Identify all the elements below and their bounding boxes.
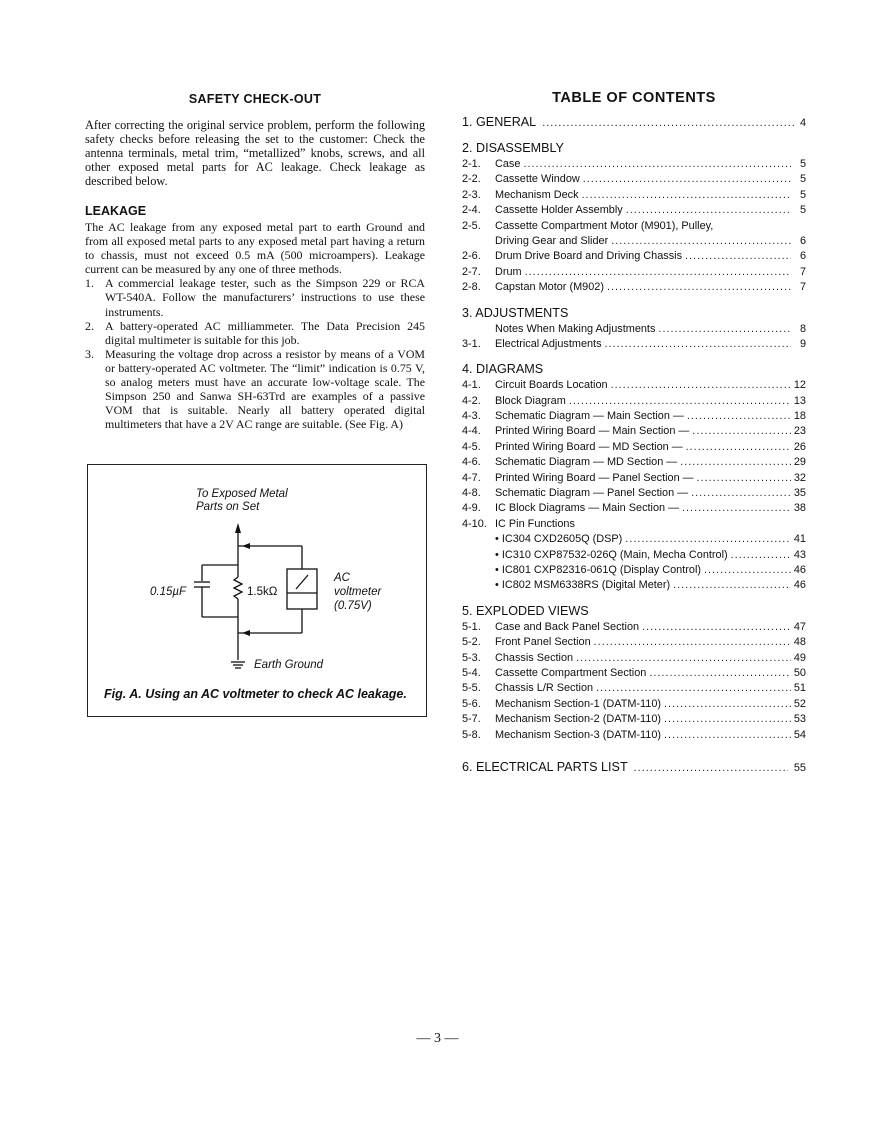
toc-entry: Notes When Making Adjustments ..... 8 bbox=[462, 322, 806, 337]
leakage-circuit-diagram bbox=[88, 465, 426, 680]
method-item: 1. A commercial leakage tester, such as the Simpson 229 or RCA WT-540A. Follow the manufacturers’ instructions to use these instruments. bbox=[85, 276, 425, 319]
toc-entry: 2-8. Capstan Motor (M902) ..... 7 bbox=[462, 280, 806, 295]
toc-parts-list: 6. ELECTRICAL PARTS LIST ..... 55 bbox=[462, 759, 806, 776]
toc-exploded-list bbox=[462, 620, 806, 743]
toc-entry: 4-8. Schematic Diagram — Panel Section — ..... 35 bbox=[462, 486, 806, 501]
toc-adjustments-list bbox=[462, 322, 806, 353]
toc-entry: 5-4. Cassette Compartment Section ..... 50 bbox=[462, 666, 806, 681]
toc-diagrams-list bbox=[462, 378, 806, 593]
toc-entry: 4-10. IC Pin Functions bbox=[462, 517, 575, 530]
toc-title: TABLE OF CONTENTS bbox=[552, 90, 716, 106]
toc-disassembly-list bbox=[462, 157, 806, 296]
table-of-contents bbox=[462, 90, 806, 776]
toc-entry: 5-1. Case and Back Panel Section ..... 47 bbox=[462, 620, 806, 635]
meter-label-1: AC bbox=[334, 572, 350, 584]
return-arrow-icon bbox=[242, 630, 250, 636]
toc-entry: 3-1. Electrical Adjustments ..... 9 bbox=[462, 337, 806, 352]
figure-label-top-2: Parts on Set bbox=[196, 501, 260, 513]
leakage-text: The AC leakage from any exposed metal part to earth Ground and from all exposed metal parts to any exposed metal part having a return to chassis, must not exceed 0.5 mA (500 microampers). Leakage current can be measured by any one of three methods. bbox=[85, 220, 425, 277]
toc-section-disassembly: 2. DISASSEMBLY bbox=[462, 141, 564, 155]
page-number: — 3 — bbox=[416, 1031, 459, 1046]
toc-entry: 2-1. Case ..... 5 bbox=[462, 157, 806, 172]
capacitor-label: 0.15µF bbox=[150, 586, 187, 598]
toc-entry: 5-5. Chassis L/R Section ..... 51 bbox=[462, 681, 806, 696]
toc-entry: 5-2. Front Panel Section ..... 48 bbox=[462, 635, 806, 650]
toc-entry: 5-3. Chassis Section ..... 49 bbox=[462, 651, 806, 666]
toc-entry: 4-2. Block Diagram ..... 13 bbox=[462, 394, 806, 409]
toc-entry: 4-3. Schematic Diagram — Main Section — ..... 18 bbox=[462, 409, 806, 424]
toc-entry: • IC304 CXD2605Q (DSP) ..... 41 bbox=[462, 532, 806, 547]
voltmeter-box bbox=[287, 569, 317, 609]
toc-entry: 2-6. Drum Drive Board and Driving Chassis ..... 6 bbox=[462, 249, 806, 264]
safety-section bbox=[85, 92, 425, 431]
node-arrow-icon bbox=[242, 543, 250, 549]
figure-label-top-1: To Exposed Metal bbox=[196, 488, 288, 500]
resistor-zigzag bbox=[234, 577, 242, 599]
toc-entry: • IC801 CXP82316-061Q (Display Control) ..... 46 bbox=[462, 563, 806, 578]
leakage-heading: LEAKAGE bbox=[85, 204, 147, 218]
toc-entry: 5-8. Mechanism Section-3 (DATM-110) ..... 54 bbox=[462, 728, 806, 743]
toc-entry: 5-7. Mechanism Section-2 (DATM-110) ..... 53 bbox=[462, 712, 806, 727]
figure-a-box bbox=[87, 464, 427, 717]
probe-arrow-icon bbox=[235, 523, 241, 533]
methods-list bbox=[85, 276, 425, 431]
toc-entry: 4-4. Printed Wiring Board — Main Section — ..... 23 bbox=[462, 424, 806, 439]
toc-entry: 4-9. IC Block Diagrams — Main Section — ..... 38 bbox=[462, 501, 806, 516]
toc-entry: 4-6. Schematic Diagram — MD Section — ..... 29 bbox=[462, 455, 806, 470]
method-item: 3. Measuring the voltage drop across a resistor by means of a VOM or battery-operated AC voltmeter. The “limit” indication is 0.75 V, so analog meters must have an accurate low-voltage scale. The Simpson 250 and Sanwa SH-63Trd are examples of a passive VOM that is suitable. Nearly all battery operated digital multimeters that have a 2V AC range are suitable. (See Fig. A) bbox=[85, 346, 425, 432]
toc-entry: 4-1. Circuit Boards Location ..... 12 bbox=[462, 378, 806, 393]
toc-section-exploded: 5. EXPLODED VIEWS bbox=[462, 603, 589, 618]
toc-entry: 4-5. Printed Wiring Board — MD Section — ..... 26 bbox=[462, 440, 806, 455]
resistor-label: 1.5kΩ bbox=[247, 586, 278, 598]
toc-entry: 4-7. Printed Wiring Board — Panel Section — ..... 32 bbox=[462, 471, 806, 486]
safety-title: SAFETY CHECK-OUT bbox=[188, 92, 322, 106]
meter-label-2: voltmeter bbox=[334, 586, 382, 598]
method-item: 2. A battery-operated AC milliammeter. The Data Precision 245 digital multimeter is suitable for this job. bbox=[85, 318, 425, 347]
toc-entry: 2-5. Cassette Compartment Motor (M901), Pulley, bbox=[462, 219, 714, 232]
meter-label-3: (0.75V) bbox=[334, 600, 372, 612]
toc-section-diagrams: 4. DIAGRAMS bbox=[462, 362, 544, 377]
toc-entry: 2-2. Cassette Window ..... 5 bbox=[462, 172, 806, 187]
ground-label: Earth Ground bbox=[254, 659, 324, 671]
toc-entry: • IC802 MSM6338RS (Digital Meter) ..... 46 bbox=[462, 578, 806, 593]
toc-general: 1. GENERAL ..... 4 bbox=[462, 114, 806, 131]
toc-entry: 2-7. Drum ..... 7 bbox=[462, 265, 806, 280]
toc-entry: • IC310 CXP87532-026Q (Main, Mecha Control) ..... 43 bbox=[462, 548, 806, 563]
toc-entry: Driving Gear and Slider ..... 6 bbox=[462, 234, 806, 249]
figure-caption: Fig. A. Using an AC voltmeter to check AC leakage. bbox=[104, 687, 407, 701]
toc-section-adjustments: 3. ADJUSTMENTS bbox=[462, 305, 569, 320]
safety-intro: After correcting the original service problem, perform the following safety checks before releasing the set to the customer: Check the antenna terminals, metal trim, “metallized” knobs, screws, and all other exposed metal parts for AC leakage. Check leakage as described below. bbox=[85, 118, 425, 188]
toc-entry: 2-4. Cassette Holder Assembly ..... 5 bbox=[462, 203, 806, 218]
toc-entry: 2-3. Mechanism Deck ..... 5 bbox=[462, 188, 806, 203]
toc-entry: 5-6. Mechanism Section-1 (DATM-110) ..... 52 bbox=[462, 697, 806, 712]
